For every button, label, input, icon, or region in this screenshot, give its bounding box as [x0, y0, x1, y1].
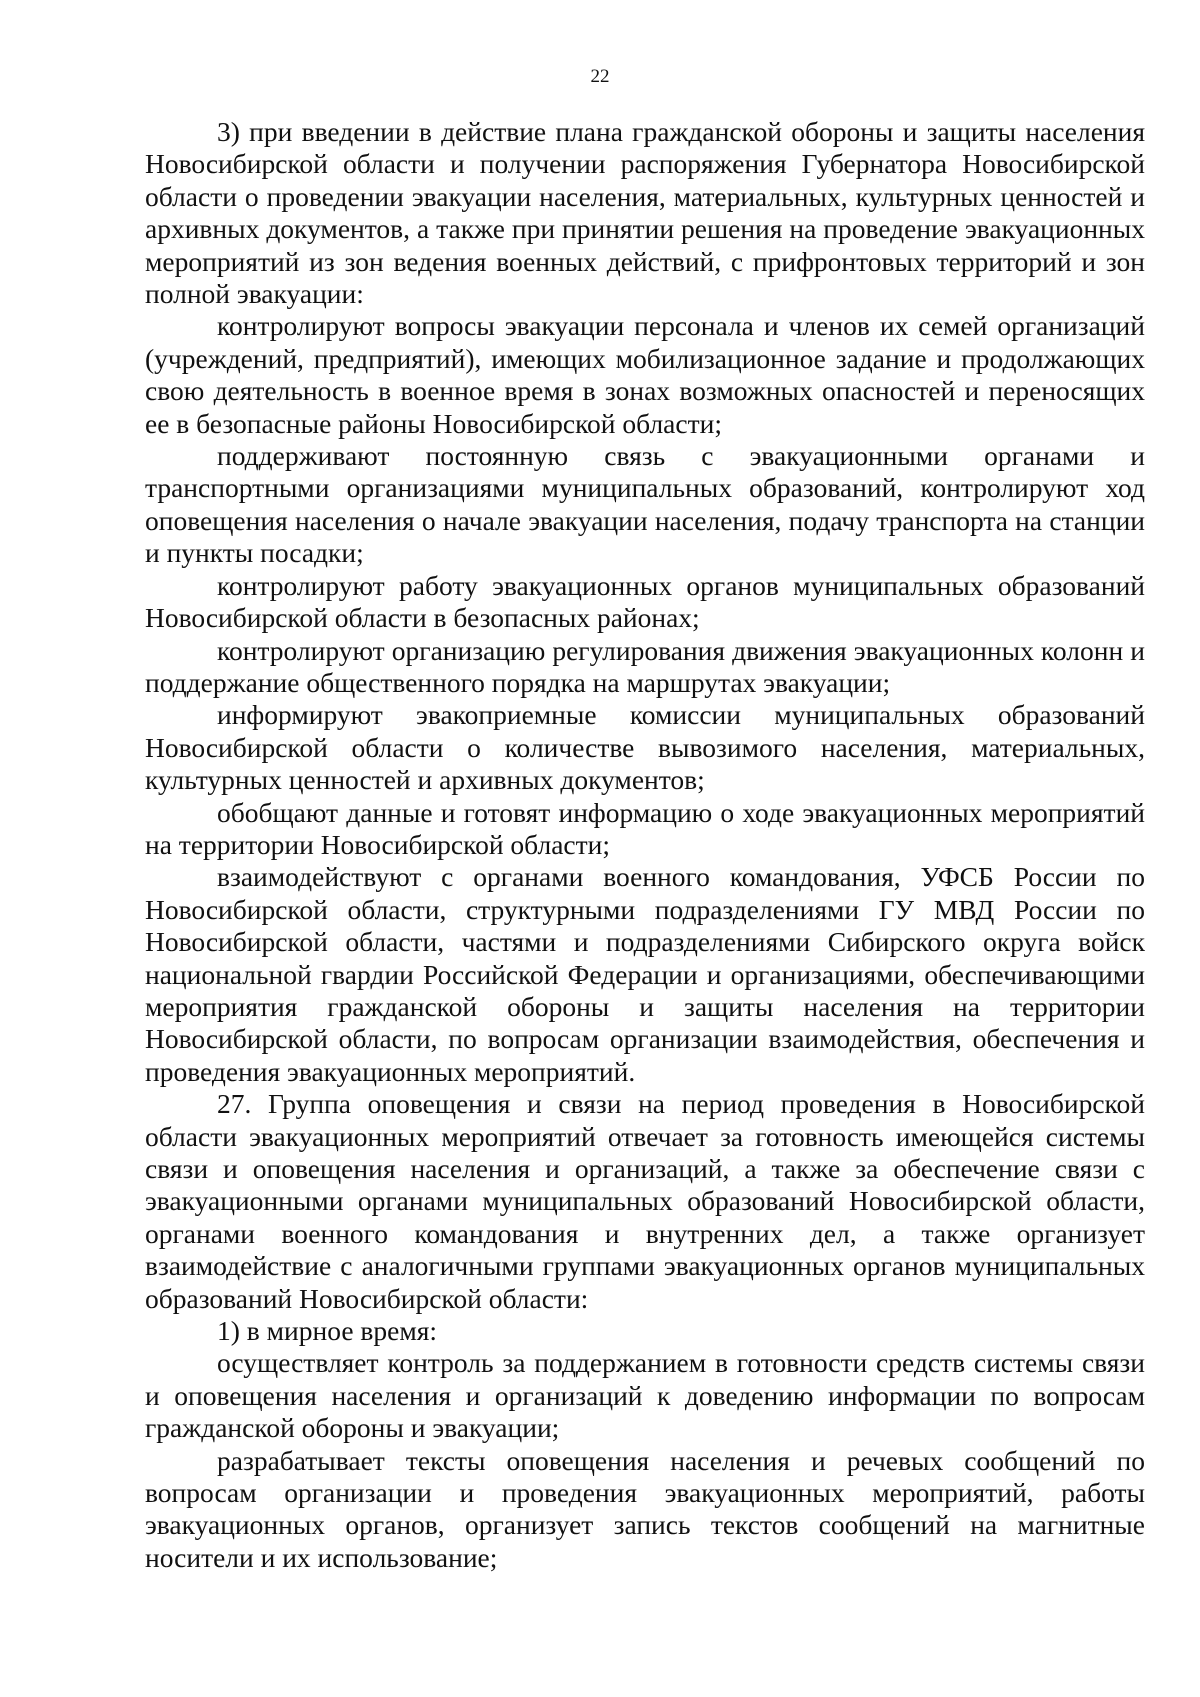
paragraph-inform-reception-commissions: информируют эвакоприемные комиссии муниципальных образований Новосибирской области о количестве вывозимого населения, материальных, культурных ценностей и архивных документов;: [145, 699, 1145, 796]
paragraph-clause-27-notification-group: 27. Группа оповещения и связи на период проведения в Новосибирской области эвакуационных мероприятий отвечает за готовность имеющейся системы связи и оповещения населения и организаций, а также за обеспечение связи с эвакуационными органами муниципальных образований Новосибирской области, органами военного командования и внутренних дел, а также организует взаимодействие с аналогичными группами эвакуационных органов муниципальных образований Новосибирской области:: [145, 1088, 1145, 1314]
paragraph-interact-with-authorities: взаимодействуют с органами военного командования, УФСБ России по Новосибирской области, структурными подразделениями ГУ МВД России по Новосибирской области, частями и подразделениями Сибирского округа войск национальной гвардии Российской Федерации и организациями, обеспечивающими мероприятия гражданской обороны и защиты населения на территории Новосибирской области, по вопросам организации взаимодействия, обеспечения и проведения эвакуационных мероприятий.: [145, 861, 1145, 1087]
paragraph-control-traffic-regulation: контролируют организацию регулирования движения эвакуационных колонн и поддержание общественного порядка на маршрутах эвакуации;: [145, 634, 1145, 698]
document-body: [145, 116, 1145, 1574]
paragraph-develop-notification-texts: разрабатывает тексты оповещения населения и речевых сообщений по вопросам организации и проведения эвакуационных мероприятий, работы эвакуационных органов, организует запись текстов сообщений на магнитные носители и их использование;: [145, 1444, 1145, 1573]
paragraph-item-3-wartime-evacuation: 3) при введении в действие плана гражданской обороны и защиты населения Новосибирской области и получении распоряжения Губернатора Новосибирской области о проведении эвакуации населения, материальных, культурных ценностей и архивных документов, а также при принятии решения на проведение эвакуационных мероприятий из зон ведения военных действий, с прифронтовых территорий и зон полной эвакуации:: [145, 116, 1145, 310]
paragraph-monitor-readiness: осуществляет контроль за поддержанием в готовности средств системы связи и оповещения населения и организаций к доведению информации по вопросам гражданской обороны и эвакуации;: [145, 1347, 1145, 1444]
paragraph-item-1-peacetime: 1) в мирное время:: [217, 1315, 438, 1347]
page-number: 22: [590, 66, 610, 87]
paragraph-maintain-communication: поддерживают постоянную связь с эвакуационными органами и транспортными организациями муниципальных образований, контролируют ход оповещения населения о начале эвакуации населения, подачу транспорта на станции и пункты посадки;: [145, 440, 1145, 569]
paragraph-control-evacuation-bodies: контролируют работу эвакуационных органов муниципальных образований Новосибирской области в безопасных районах;: [145, 569, 1145, 634]
paragraph-control-personnel-evacuation: контролируют вопросы эвакуации персонала и членов их семей организаций (учреждений, предприятий), имеющих мобилизационное задание и продолжающих свою деятельность в военное время в зонах возможных опасностей и переносящих ее в безопасные районы Новосибирской области;: [145, 310, 1145, 439]
paragraph-summarize-data: обобщают данные и готовят информацию о ходе эвакуационных мероприятий на территории Новосибирской области;: [145, 796, 1145, 860]
